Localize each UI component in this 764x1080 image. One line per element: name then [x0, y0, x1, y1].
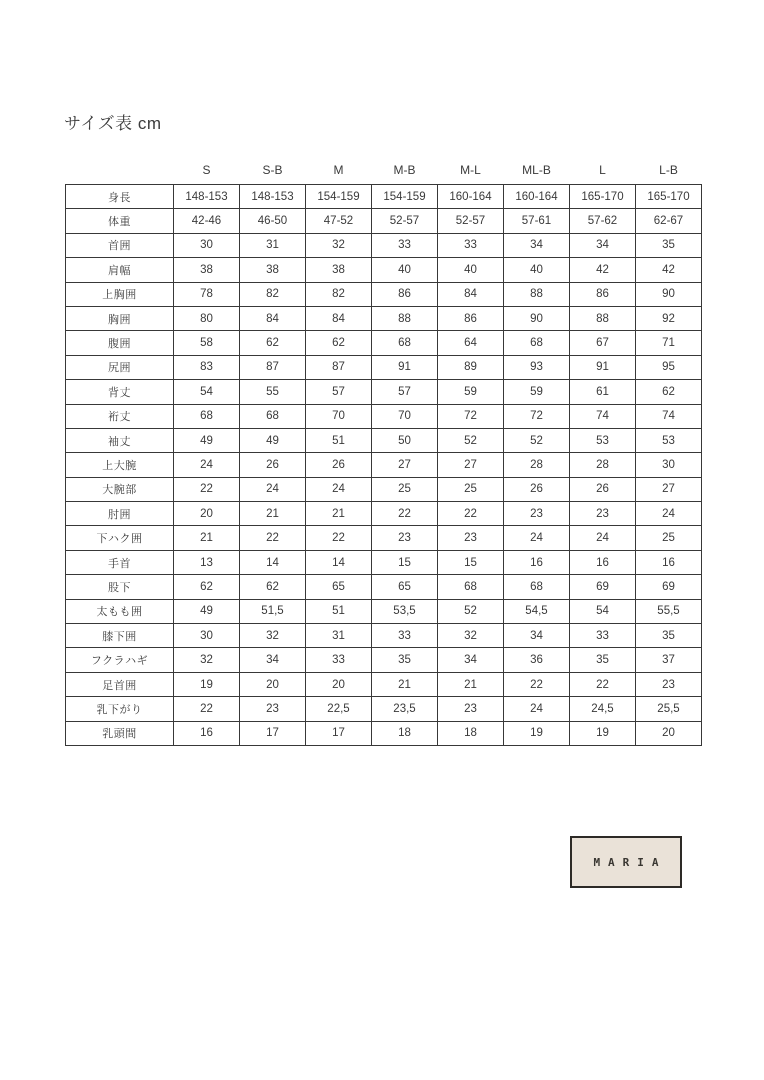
measurement-value: 53 — [570, 428, 636, 452]
measurement-value: 15 — [372, 550, 438, 574]
measurement-label: 大腕部 — [66, 477, 174, 501]
measurement-value: 160-164 — [438, 185, 504, 209]
measurement-value: 34 — [438, 648, 504, 672]
measurement-value: 26 — [240, 453, 306, 477]
measurement-value: 21 — [372, 672, 438, 696]
measurement-label: 首囲 — [66, 233, 174, 257]
table-row — [66, 697, 702, 721]
measurement-value: 54 — [570, 599, 636, 623]
measurement-value: 91 — [570, 355, 636, 379]
measurement-value: 46-50 — [240, 209, 306, 233]
measurement-value: 25,5 — [636, 697, 702, 721]
measurement-value: 69 — [570, 575, 636, 599]
measurement-value: 25 — [636, 526, 702, 550]
measurement-value: 34 — [504, 624, 570, 648]
measurement-value: 88 — [570, 306, 636, 330]
measurement-value: 19 — [504, 721, 570, 745]
measurement-value: 35 — [570, 648, 636, 672]
size-column-header: M — [333, 163, 344, 177]
measurement-value: 23 — [240, 697, 306, 721]
table-row — [66, 258, 702, 282]
measurement-value: 23 — [438, 697, 504, 721]
measurement-value: 78 — [174, 282, 240, 306]
measurement-value: 61 — [570, 380, 636, 404]
measurement-value: 87 — [306, 355, 372, 379]
measurement-value: 82 — [306, 282, 372, 306]
measurement-value: 22 — [306, 526, 372, 550]
measurement-label: 乳頭間 — [66, 721, 174, 745]
measurement-value: 38 — [174, 258, 240, 282]
measurement-value: 28 — [504, 453, 570, 477]
size-column-header: M-L — [460, 163, 481, 177]
measurement-value: 51 — [306, 428, 372, 452]
measurement-label: 上大腕 — [66, 453, 174, 477]
measurement-value: 68 — [174, 404, 240, 428]
measurement-value: 16 — [570, 550, 636, 574]
measurement-label: 手首 — [66, 550, 174, 574]
measurement-value: 34 — [504, 233, 570, 257]
measurement-value: 68 — [504, 331, 570, 355]
measurement-value: 34 — [240, 648, 306, 672]
measurement-value: 20 — [174, 502, 240, 526]
measurement-value: 32 — [306, 233, 372, 257]
table-row — [66, 355, 702, 379]
measurement-value: 50 — [372, 428, 438, 452]
measurement-value: 93 — [504, 355, 570, 379]
measurement-label: 太もも囲 — [66, 599, 174, 623]
measurement-value: 51,5 — [240, 599, 306, 623]
measurement-value: 32 — [174, 648, 240, 672]
size-column-header: ML-B — [522, 163, 551, 177]
measurement-value: 165-170 — [636, 185, 702, 209]
measurement-value: 24 — [174, 453, 240, 477]
measurement-value: 27 — [372, 453, 438, 477]
measurement-label: 乳下がり — [66, 697, 174, 721]
table-row — [66, 502, 702, 526]
size-column-header: S — [202, 163, 211, 177]
measurement-value: 34 — [570, 233, 636, 257]
measurement-value: 32 — [438, 624, 504, 648]
measurement-value: 13 — [174, 550, 240, 574]
measurement-value: 95 — [636, 355, 702, 379]
measurement-label: 袖丈 — [66, 428, 174, 452]
measurement-value: 90 — [504, 306, 570, 330]
measurement-value: 20 — [240, 672, 306, 696]
table-row — [66, 721, 702, 745]
measurement-value: 49 — [174, 428, 240, 452]
measurement-value: 21 — [438, 672, 504, 696]
size-column-header: M-B — [393, 163, 416, 177]
measurement-value: 72 — [438, 404, 504, 428]
measurement-value: 86 — [372, 282, 438, 306]
measurement-value: 49 — [240, 428, 306, 452]
measurement-value: 24 — [306, 477, 372, 501]
table-row — [66, 306, 702, 330]
measurement-value: 21 — [174, 526, 240, 550]
measurement-value: 22 — [438, 502, 504, 526]
measurement-value: 52 — [438, 599, 504, 623]
measurement-value: 23 — [438, 526, 504, 550]
measurement-value: 65 — [306, 575, 372, 599]
measurement-value: 38 — [240, 258, 306, 282]
measurement-value: 84 — [306, 306, 372, 330]
measurement-value: 54,5 — [504, 599, 570, 623]
table-row — [66, 672, 702, 696]
measurement-value: 55,5 — [636, 599, 702, 623]
measurement-value: 74 — [636, 404, 702, 428]
measurement-value: 52 — [438, 428, 504, 452]
table-row — [66, 331, 702, 355]
measurement-value: 148-153 — [240, 185, 306, 209]
measurement-value: 57-61 — [504, 209, 570, 233]
measurement-value: 86 — [570, 282, 636, 306]
measurement-value: 68 — [438, 575, 504, 599]
measurement-value: 33 — [438, 233, 504, 257]
measurement-value: 23,5 — [372, 697, 438, 721]
measurement-value: 62 — [636, 380, 702, 404]
measurement-value: 68 — [240, 404, 306, 428]
measurement-label: 肩幅 — [66, 258, 174, 282]
measurement-value: 19 — [174, 672, 240, 696]
measurement-value: 74 — [570, 404, 636, 428]
table-row — [66, 575, 702, 599]
measurement-value: 22 — [174, 697, 240, 721]
brand-badge — [570, 836, 682, 888]
measurement-value: 62 — [240, 575, 306, 599]
measurement-value: 62 — [306, 331, 372, 355]
measurement-value: 68 — [372, 331, 438, 355]
measurement-label: 下ハク囲 — [66, 526, 174, 550]
measurement-value: 49 — [174, 599, 240, 623]
measurement-label: フクラハギ — [66, 648, 174, 672]
measurement-value: 57 — [372, 380, 438, 404]
measurement-value: 15 — [438, 550, 504, 574]
measurement-value: 53 — [636, 428, 702, 452]
size-column-header: L — [599, 163, 606, 177]
measurement-value: 23 — [636, 672, 702, 696]
measurement-value: 21 — [240, 502, 306, 526]
table-row — [66, 404, 702, 428]
measurement-label: 胸囲 — [66, 306, 174, 330]
measurement-value: 32 — [240, 624, 306, 648]
measurement-label: 体重 — [66, 209, 174, 233]
measurement-value: 16 — [174, 721, 240, 745]
measurement-value: 52-57 — [438, 209, 504, 233]
measurement-value: 31 — [240, 233, 306, 257]
measurement-value: 21 — [306, 502, 372, 526]
measurement-value: 84 — [240, 306, 306, 330]
measurement-value: 17 — [306, 721, 372, 745]
measurement-value: 42-46 — [174, 209, 240, 233]
measurement-value: 89 — [438, 355, 504, 379]
measurement-value: 22 — [570, 672, 636, 696]
measurement-value: 62 — [174, 575, 240, 599]
measurement-value: 83 — [174, 355, 240, 379]
measurement-value: 22 — [240, 526, 306, 550]
measurement-value: 16 — [636, 550, 702, 574]
measurement-label: 膝下囲 — [66, 624, 174, 648]
measurement-value: 24 — [504, 526, 570, 550]
measurement-value: 92 — [636, 306, 702, 330]
measurement-value: 24 — [240, 477, 306, 501]
table-row — [66, 526, 702, 550]
measurement-value: 26 — [504, 477, 570, 501]
measurement-value: 30 — [174, 624, 240, 648]
measurement-value: 87 — [240, 355, 306, 379]
measurement-value: 88 — [372, 306, 438, 330]
measurement-value: 40 — [504, 258, 570, 282]
table-row — [66, 477, 702, 501]
table-row — [66, 599, 702, 623]
size-table — [65, 163, 702, 746]
measurement-value: 17 — [240, 721, 306, 745]
table-row — [66, 550, 702, 574]
measurement-label: 足首囲 — [66, 672, 174, 696]
measurement-value: 53,5 — [372, 599, 438, 623]
measurement-value: 80 — [174, 306, 240, 330]
measurement-value: 20 — [306, 672, 372, 696]
measurement-value: 70 — [372, 404, 438, 428]
measurement-value: 24 — [636, 502, 702, 526]
measurement-value: 31 — [306, 624, 372, 648]
measurement-value: 22 — [504, 672, 570, 696]
measurement-value: 54 — [174, 380, 240, 404]
measurement-value: 19 — [570, 721, 636, 745]
measurement-value: 26 — [306, 453, 372, 477]
header-corner-cell — [66, 163, 174, 185]
measurement-value: 165-170 — [570, 185, 636, 209]
measurement-label: 肘囲 — [66, 502, 174, 526]
measurement-value: 30 — [636, 453, 702, 477]
measurement-value: 22,5 — [306, 697, 372, 721]
measurement-value: 57-62 — [570, 209, 636, 233]
measurement-value: 69 — [636, 575, 702, 599]
measurement-value: 30 — [174, 233, 240, 257]
measurement-value: 154-159 — [306, 185, 372, 209]
measurement-value: 24 — [570, 526, 636, 550]
table-row — [66, 624, 702, 648]
measurement-value: 20 — [636, 721, 702, 745]
measurement-value: 90 — [636, 282, 702, 306]
measurement-value: 70 — [306, 404, 372, 428]
measurement-value: 55 — [240, 380, 306, 404]
measurement-value: 40 — [372, 258, 438, 282]
measurement-value: 86 — [438, 306, 504, 330]
table-row — [66, 185, 702, 209]
measurement-value: 25 — [372, 477, 438, 501]
table-row — [66, 233, 702, 257]
measurement-value: 65 — [372, 575, 438, 599]
measurement-value: 33 — [306, 648, 372, 672]
measurement-value: 82 — [240, 282, 306, 306]
measurement-value: 67 — [570, 331, 636, 355]
size-table-container — [65, 163, 701, 746]
measurement-value: 23 — [570, 502, 636, 526]
measurement-value: 52-57 — [372, 209, 438, 233]
measurement-value: 71 — [636, 331, 702, 355]
measurement-value: 57 — [306, 380, 372, 404]
measurement-value: 52 — [504, 428, 570, 452]
page-title: サイズ表 cm — [64, 114, 162, 134]
brand-logo-text: MARIA — [593, 855, 667, 869]
measurement-value: 33 — [372, 233, 438, 257]
size-table-header-row — [66, 163, 702, 185]
measurement-label: 身長 — [66, 185, 174, 209]
measurement-value: 160-164 — [504, 185, 570, 209]
table-row — [66, 648, 702, 672]
measurement-label: 尻囲 — [66, 355, 174, 379]
measurement-value: 33 — [570, 624, 636, 648]
measurement-value: 38 — [306, 258, 372, 282]
measurement-value: 91 — [372, 355, 438, 379]
measurement-value: 26 — [570, 477, 636, 501]
measurement-label: 股下 — [66, 575, 174, 599]
measurement-value: 58 — [174, 331, 240, 355]
measurement-value: 22 — [174, 477, 240, 501]
measurement-value: 16 — [504, 550, 570, 574]
measurement-value: 35 — [372, 648, 438, 672]
measurement-value: 35 — [636, 624, 702, 648]
measurement-value: 25 — [438, 477, 504, 501]
measurement-value: 62-67 — [636, 209, 702, 233]
size-column-header: S-B — [262, 163, 283, 177]
measurement-value: 154-159 — [372, 185, 438, 209]
measurement-value: 62 — [240, 331, 306, 355]
measurement-label: 裄丈 — [66, 404, 174, 428]
table-row — [66, 380, 702, 404]
measurement-value: 24,5 — [570, 697, 636, 721]
measurement-value: 37 — [636, 648, 702, 672]
measurement-value: 51 — [306, 599, 372, 623]
measurement-value: 23 — [372, 526, 438, 550]
table-row — [66, 453, 702, 477]
measurement-label: 腹囲 — [66, 331, 174, 355]
measurement-value: 59 — [438, 380, 504, 404]
measurement-value: 68 — [504, 575, 570, 599]
table-row — [66, 428, 702, 452]
measurement-value: 64 — [438, 331, 504, 355]
measurement-value: 14 — [240, 550, 306, 574]
measurement-value: 27 — [636, 477, 702, 501]
measurement-value: 28 — [570, 453, 636, 477]
measurement-value: 59 — [504, 380, 570, 404]
measurement-value: 40 — [438, 258, 504, 282]
measurement-value: 18 — [372, 721, 438, 745]
measurement-label: 背丈 — [66, 380, 174, 404]
measurement-value: 42 — [636, 258, 702, 282]
measurement-label: 上胸囲 — [66, 282, 174, 306]
measurement-value: 35 — [636, 233, 702, 257]
measurement-value: 27 — [438, 453, 504, 477]
measurement-value: 72 — [504, 404, 570, 428]
table-row — [66, 209, 702, 233]
measurement-value: 33 — [372, 624, 438, 648]
measurement-value: 84 — [438, 282, 504, 306]
measurement-value: 36 — [504, 648, 570, 672]
measurement-value: 14 — [306, 550, 372, 574]
measurement-value: 88 — [504, 282, 570, 306]
measurement-value: 22 — [372, 502, 438, 526]
measurement-value: 23 — [504, 502, 570, 526]
size-column-header: L-B — [659, 163, 678, 177]
size-table-body — [66, 185, 702, 746]
table-row — [66, 282, 702, 306]
measurement-value: 42 — [570, 258, 636, 282]
measurement-value: 47-52 — [306, 209, 372, 233]
measurement-value: 18 — [438, 721, 504, 745]
measurement-value: 148-153 — [174, 185, 240, 209]
measurement-value: 24 — [504, 697, 570, 721]
